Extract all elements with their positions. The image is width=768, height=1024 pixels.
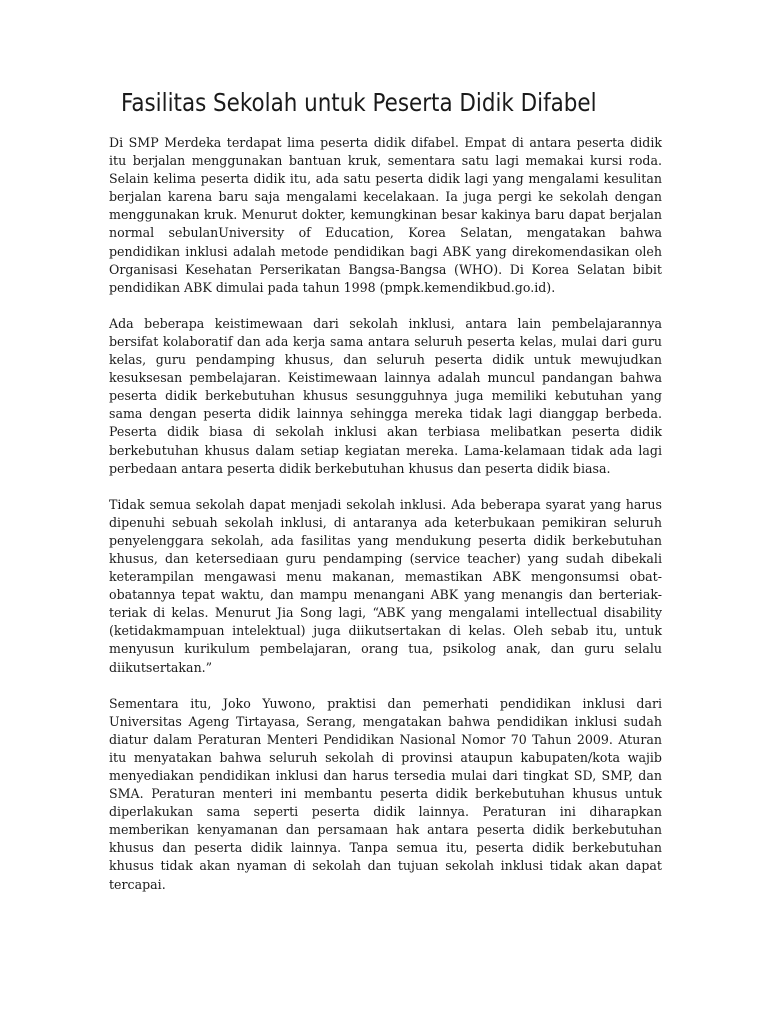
document-body xyxy=(109,134,662,912)
paragraph-smp-merdeka: Di SMP Merdeka terdapat lima peserta didik difabel. Empat di antara peserta didik itu berjalan menggunakan bantuan kruk, sementara satu lagi memakai kursi roda. Selain kelima peserta didik itu, ada satu peserta didik lagi yang mengalami kesulitan berjalan karena baru saja mengalami kecelakaan. Ia juga pergi ke sekolah dengan menggunakan kruk. Menurut dokter, kemungkinan besar kakinya baru dapat berjalan normal sebulanUniversity of Education, Korea Selatan, mengatakan bahwa pendidikan inklusi adalah metode pendidikan bagi ABK yang direkomendasikan oleh Organisasi Kesehatan Perserikatan Bangsa-Bangsa (WHO). Di Korea Selatan bibit pendidikan ABK dimulai pada tahun 1998 (pmpk.kemendikbud.go.id). xyxy=(109,135,662,295)
paragraph-peraturan-menteri: Sementara itu, Joko Yuwono, praktisi dan pemerhati pendidikan inklusi dari Universitas Ageng Tirtayasa, Serang, mengatakan bahwa pendidikan inklusi sudah diatur dalam Peraturan Menteri Pendidikan Nasional Nomor 70 Tahun 2009. Aturan itu menyatakan bahwa seluruh sekolah di provinsi ataupun kabupaten/kota wajib menyediakan pendidikan inklusi dan harus tersedia mulai dari tingkat SD, SMP, dan SMA. Peraturan menteri ini membantu peserta didik berkebutuhan khusus untuk diperlakukan sama seperti peserta didik lainnya. Peraturan ini diharapkan memberikan kenyamanan dan persamaan hak antara peserta didik berkebutuhan khusus dan peserta didik lainnya. Tanpa semua itu, peserta didik berkebutuhan khusus tidak akan nyaman di sekolah dan tujuan sekolah inklusi tidak akan dapat tercapai. xyxy=(109,695,662,892)
document-title: Fasilitas Sekolah untuk Peserta Didik Difabel xyxy=(121,88,597,117)
paragraph-syarat-sekolah: Tidak semua sekolah dapat menjadi sekolah inklusi. Ada beberapa syarat yang harus dipenuhi sebuah sekolah inklusi, di antaranya ada keterbukaan pemikiran seluruh penyelenggara sekolah, ada fasilitas yang mendukung peserta didik berkebutuhan khusus, dan ketersediaan guru pendamping (service teacher) yang sudah dibekali keterampilan mengawasi menu makanan, memastikan ABK mengonsumsi obat-obatannya tepat waktu, dan mampu menangani ABK yang menangis dan berteriak-teriak di kelas. Menurut Jia Song lagi, “ABK yang mengalami intellectual disability (ketidakmampuan intelektual) juga diikutsertakan di kelas. Oleh sebab itu, untuk menyusun kurikulum pembelajaran, orang tua, psikolog anak, dan guru selalu diikutsertakan.” xyxy=(109,496,662,675)
paragraph-keistimewaan: Ada beberapa keistimewaan dari sekolah inklusi, antara lain pembelajarannya bersifat kolaboratif dan ada kerja sama antara seluruh peserta kelas, mulai dari guru kelas, guru pendamping khusus, dan seluruh peserta didik untuk mewujudkan kesuksesan pembelajaran. Keistimewaan lainnya adalah muncul pandangan bahwa peserta didik berkebutuhan khusus sesungguhnya juga memiliki kebutuhan yang sama dengan peserta didik lainnya sehingga mereka tidak lagi dianggap berbeda. Peserta didik biasa di sekolah inklusi akan terbiasa melibatkan peserta didik berkebutuhan khusus dalam setiap kegiatan mereka. Lama-kelamaan tidak ada lagi perbedaan antara peserta didik berkebutuhan khusus dan peserta didik biasa. xyxy=(109,315,662,476)
